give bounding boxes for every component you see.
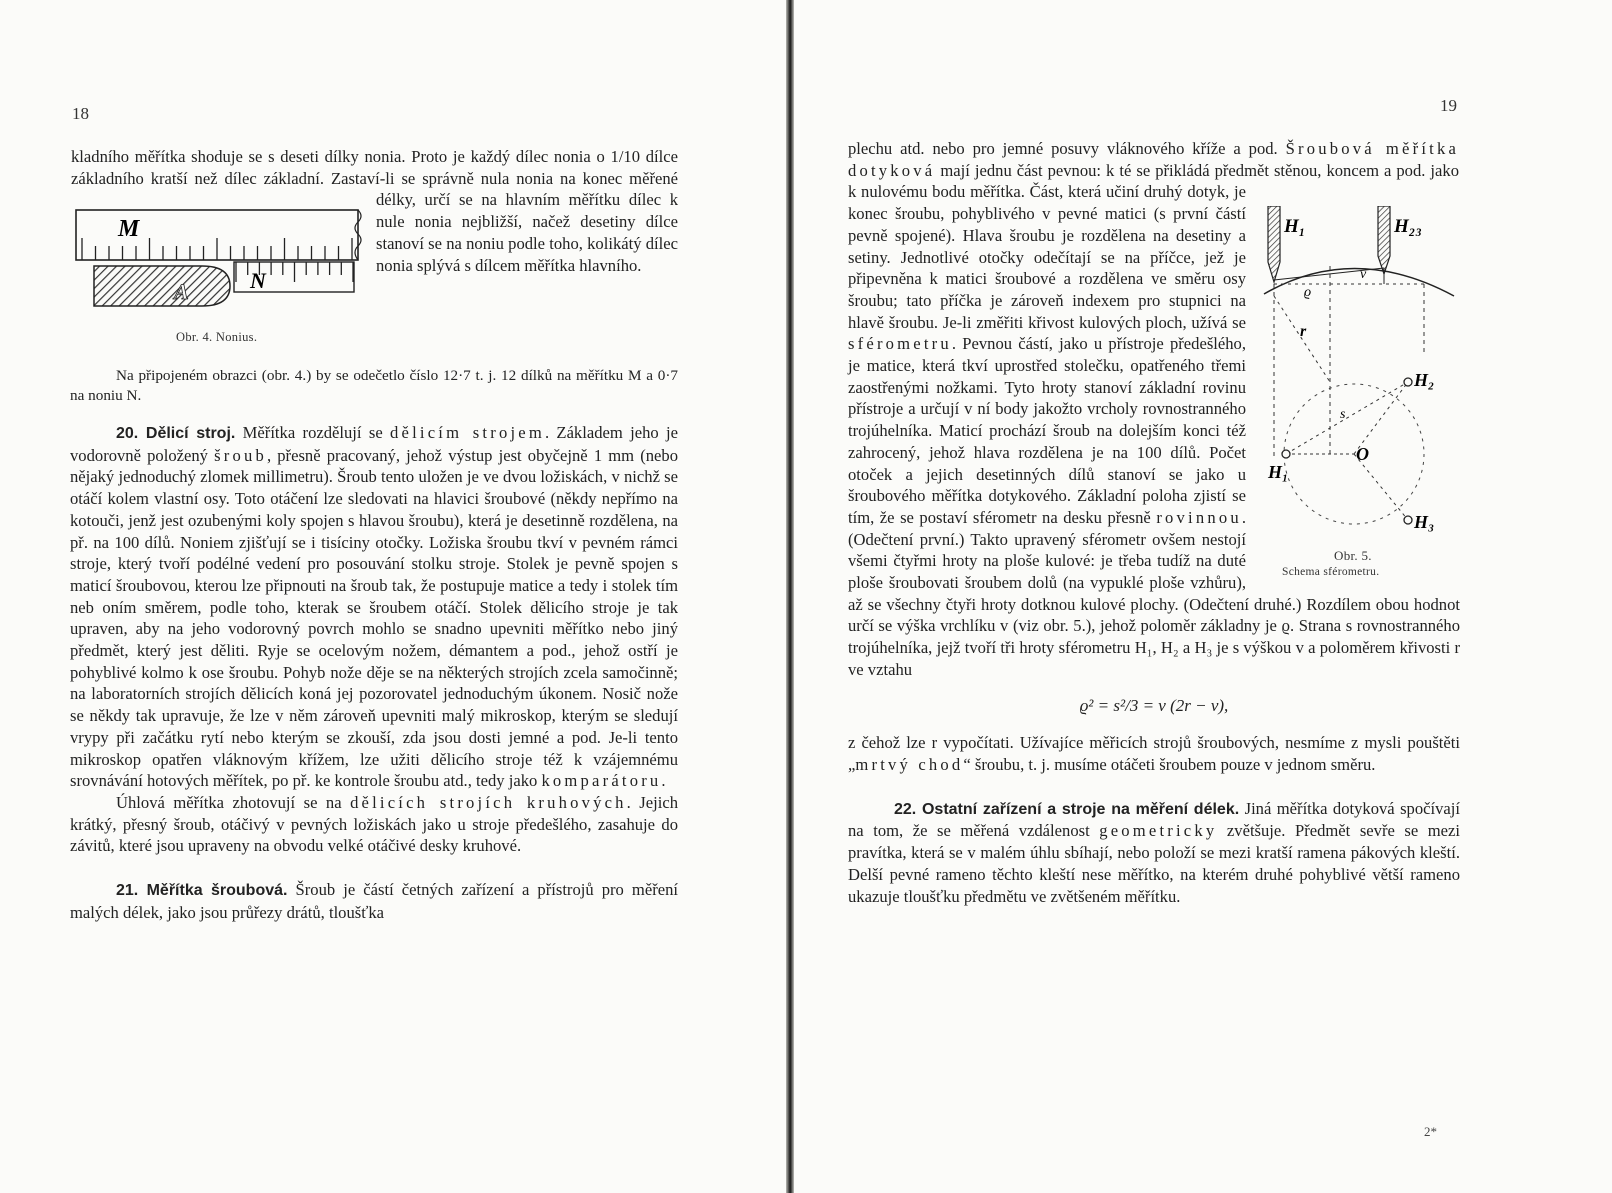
angular-scales-paragraph: Úhlová měřítka zhotovují se na dělicích strojích kruhových. Jejich krátký, přesný šroub, otáčivý v pevných ložiskách jako u stroje předešlého, zasahuje do závitů, které jsou upraveny na obvodu velké otáčivé desky kruhové. [70,792,678,856]
page-number: 19 [1440,96,1457,115]
book-gutter [786,0,794,1193]
label-o: O [1356,444,1369,464]
left-page [0,0,786,1193]
label-a: A [174,279,189,304]
label-h2: H₂ [1414,370,1435,390]
spacer [70,406,678,422]
label-s: s [1340,407,1346,422]
label-r: r [1300,323,1307,340]
float-offset [1459,138,1460,182]
label-h23-top: H₂₃ [1394,216,1423,237]
example-paragraph: Na připojeném obrazci (obr. 4.) by se odečetlo číslo 12·7 t. j. 12 dílků na měřítku M a 0·7 na noniu N. [70,367,678,404]
label-h1-top: H₁ [1284,216,1306,237]
label-h3: H₃ [1414,512,1435,532]
right-page [794,0,1612,1193]
section-22-heading: 22. Ostatní zařízení a stroje na měření délek. [894,800,1240,818]
signature-mark: 2* [1424,1124,1437,1139]
label-rho: ϱ [1304,285,1312,300]
section-21: 21. Měřítka šroubová. Šroub je částí četných zařízení a přístrojů pro měření malých délek, jako jsou průřezy drátů, tloušťka [70,880,678,922]
label-m: M [118,216,140,242]
label-h1: H₁ [1268,462,1289,482]
figure-5-caption-2: Schema sférometru. [1282,566,1380,578]
paragraph-intro: kladního měřítka shoduje se s deseti dílky nonia. Proto je každý dílec nonia o 1/10 dílce základního kratší než dílec základní. Zastaví-li se správně nula nonia na konec měřené délky, určí se na hlavním měřítku dílec k nule nonia nejbližší, načež desetiny dílce stanoví se na noniu podle toho, kolikátý dílec nonia splývá s dílcem měřítka hlavního. [71,147,678,275]
spacer [70,857,678,879]
spherometer-figure [1254,206,1464,546]
paragraph-dead-travel: z čehož lze r vypočítati. Užívajíce měřicích strojů šroubových, nesmíme z mysli pouštěti „mrtvý chod“ šroubu, t. j. musíme otáčeti šroubem pouze v jednom směru. [848,733,1460,774]
nonius-figure [74,206,374,318]
section-22: 22. Ostatní zařízení a stroje na měření délek. Jiná měřítka dotyková spočívají na tom, že se měřená vzdálenost geometricky zvětšuje. Předmět sevře se mezi pravítka, která se v malém úhlu sbíhají, nebo položí se mezi kratší ramena pákových kleští. Delší pevné rameno těchto kleští nese měřítko, na kterém druhé pohyblivé větší rameno ukazuje tloušťku předmětu ve zvětšeném měřítku. [848,798,1461,906]
figure-4-caption: Obr. 4. Nonius. [176,330,258,344]
figure-5-caption: Obr. 5. [1334,548,1372,563]
label-n: N [250,268,266,293]
paragraph-sferometr: plechu atd. nebo pro jemné posuvy vláknového kříže a pod. Šroubová měřítka dotyková mají jednu část pevnou: k té se přikládá předmět stěnou, koncem a pod. jako k nulovému bodu měřítka. Část, která učiní druhý dotyk, je konec šroubu, pohyblivého v pevné matici (s první částí pevně spojené). Hlava šroubu je rozdělena na desetiny a setiny. Jednotlivé otočky odečítají se na příčce, jež je připevněna k matici šroubové a rozdělena ve směru osy šroubu; tato příčka je zároveň indexem pro stupnici na hlavě šroubu. Je-li změřiti křivost kulových ploch, užívá se sférometru. Pevnou částí, jako u přístroje předešlého, je matice, která tkví uprostřed stolečku, opatřeného třemi zaostřenými nožkami. Tyto hroty stanoví základní rovinu přístroje a určují v ní body jakožto vrcholy rovnostranného trojúhelníka. Maticí prochází šroub na dolejším konci též zahrocený, jehož hlava rozdělena je na 100 dílů. Počet otoček a jejich desetinných dílů stanoví se jako u šroubového měřítka dotykového. Základní poloha zjistí se tím, že se postaví sférometr na desku přesně rovinnou. (Odečtení první.) Takto upravený sférometr ovšem nestojí všemi čtyřmi hroty na ploše kulové: je třeba tudíž na duté ploše šroubovati šroubem dolů (na vypuklé ploše vzhůru), až se všechny čtyři hroty dotknou kulové plochy. (Odečtení druhé.) Rozdílem obou hodnot určí se výška vrchlíku v (viz obr. 5.), jehož poloměr základny je ϱ. Strana s rovnostranného trojúhelníka, jejž tvoří tři hroty sférometru H₁, H₂ a H₃ je s výškou v a poloměrem křivosti r ve vztahu [848,139,1460,679]
spacer [848,776,1460,798]
label-v: v [1360,267,1367,282]
page-number: 18 [72,104,89,123]
formula: ϱ² = s²/3 = v (2r − v), [1079,695,1229,715]
section-20: 20. Dělicí stroj. Měřítka rozdělují se dělicím strojem. Základem jeho je vodorovně položený šroub, přesně pracovaný, jehož výstup jest obyčejně 1 mm (nebo nějaký jednoduchý zlomek millimetru). Šroub tento uložen je ve dvou ložiskách, v nichž se otáčí kolem vlastní osy. Toto otáčení lze sledovati na hlavici šroubové (někdy nepřímo na kotouči, jenž jest ozubenými koly spojen s hlavou šroubu), která je desetinně rozdělena, na př. na 100 dílů. Noniem zjišťují se i tisíciny otočky. Ložiska šroubu tkví v pevném rámci stroje, který tvoří podélné vedení pro posouvání stolku stroje. Stolek je pevně spojen s maticí šroubovou, kterou lze připnouti na šroub tak, že postupuje matice a tedy i stolek tím neb oním směrem, podle toho, kterak se šroubem otáčí. Stolek dělicího stroje je tak upraven, aby na jeho vodorovný povrch mohlo se snadno upevniti měřítko nebo jiný předmět, který jest děliti. Ryje se ocelovým nožem, démantem a pod., jehož ostří je pohyblivé kolmo k ose šroubu. Pohyb nože děje se na některých strojích zcela samočinně; na laboratorních strojích dělicích koná jej pozorovatel jednoduchým úkonem. Nosič nože se někdy tak upravuje, že lze v něm zároveň upevniti malý mikroskop, kterým se sledují vrypy při začátku rytí nebo kterým se zkouší, zda jsou dosti jemné a pod. Je-li tento mikroskop opatřen vláknovým křížem, lze užiti dělicího stroje též k vzájemnému srovnávání hotových měřítek, po př. ke kontrole šroubu atd., tedy jako komparátoru. [70,423,679,791]
section-21-heading: 21. Měřítka šroubová. [116,882,288,900]
left-text-column-2 [70,366,678,923]
section-20-heading: 20. Dělicí stroj. [116,425,236,442]
fraction: 1/10 [610,147,641,166]
